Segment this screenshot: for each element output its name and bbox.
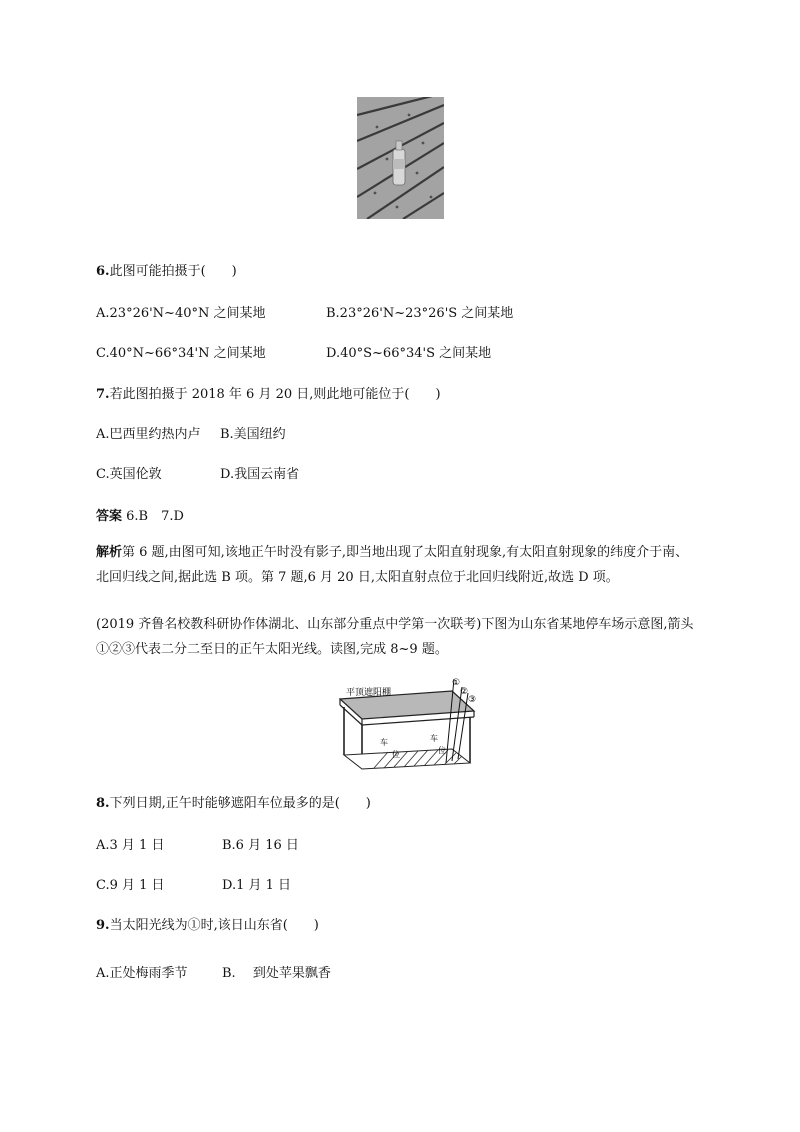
- question-number: 8.: [96, 796, 110, 811]
- spot-label-4: 位: [438, 746, 446, 755]
- ray-label-1: ①: [452, 678, 461, 688]
- canopy-label: 平顶遮阳棚: [346, 688, 392, 698]
- answer-value: 6.B 7.D: [126, 509, 184, 524]
- option-9a: A.正处梅雨季节: [96, 966, 188, 981]
- option-6c: C.40°N~66°34'N 之间某地: [96, 346, 266, 361]
- question-text: 若此图拍摄于 2018 年 6 月 20 日,则此地可能位于( ): [109, 387, 441, 402]
- option-6b: B.23°26'N~23°26'S 之间某地: [326, 306, 514, 321]
- analysis-paragraph: [96, 540, 696, 590]
- option-7b: B.美国纽约: [220, 427, 286, 442]
- option-6a: A.23°26'N~40°N 之间某地: [96, 306, 266, 321]
- answer-label: 答案: [96, 509, 123, 524]
- photo-bottle-on-deck: [357, 97, 444, 219]
- ray-label-3: ③: [468, 695, 477, 705]
- option-6d: D.40°S~66°34'S 之间某地: [326, 346, 492, 361]
- spot-label-2: 位: [392, 750, 400, 759]
- question-7: [96, 383, 441, 402]
- question-8: [96, 792, 371, 811]
- question-text: 此图可能拍摄于( ): [109, 264, 237, 279]
- intro-paragraph: (2019 齐鲁名校教科研协作体湖北、山东部分重点中学第一次联考)下图为山东省某地停车场示意图,箭头①②③代表二分二至日的正午太阳光线。读图,完成 8~9 题。: [96, 617, 694, 657]
- question-number: 6.: [96, 264, 110, 279]
- option-8b: B.6 月 16 日: [222, 838, 299, 853]
- option-7d: D.我国云南省: [220, 467, 300, 482]
- photo-illustration: [357, 97, 444, 219]
- spot-label-1: 车: [380, 738, 388, 747]
- option-9b: B. 到处苹果飘香: [222, 966, 331, 981]
- question-number: 9.: [96, 918, 110, 933]
- parking-canopy-diagram: [334, 673, 494, 773]
- analysis-label: 解析: [96, 545, 123, 560]
- analysis-text: 第 6 题,由图可知,该地正午时没有影子,即当地出现了太阳直射现象,有太阳直射现象的纬度介于南、北回归线之间,据此选 B 项。第 7 题,6 月 20 日,太阳直射点位于北回归线附近,故选 D 项。: [96, 545, 689, 585]
- diagram-svg: [334, 673, 494, 773]
- ray-label-2: ②: [460, 687, 469, 697]
- option-8d: D.1 月 1 日: [222, 878, 292, 893]
- answer-line: [96, 505, 184, 524]
- spot-label-3: 车: [430, 734, 438, 743]
- question-text: 下列日期,正午时能够遮阳车位最多的是( ): [109, 796, 371, 811]
- option-7a: A.巴西里约热内卢: [96, 427, 201, 442]
- option-8a: A.3 月 1 日: [96, 838, 165, 853]
- question-number: 7.: [96, 387, 110, 402]
- question-9: [96, 914, 319, 933]
- question-text: 当太阳光线为①时,该日山东省( ): [109, 918, 319, 933]
- option-8c: C.9 月 1 日: [96, 878, 165, 893]
- option-7c: C.英国伦敦: [96, 467, 162, 482]
- question-6: [96, 260, 237, 279]
